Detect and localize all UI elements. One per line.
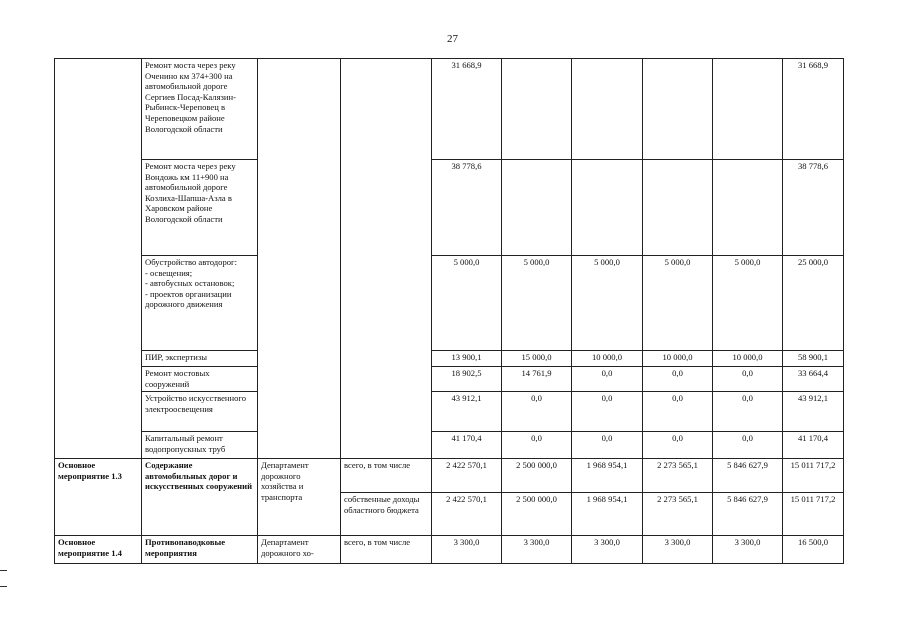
value-cell: 31 668,9 — [432, 59, 502, 160]
value-cell: 0,0 — [502, 392, 572, 432]
value-cell: 43 912,1 — [783, 392, 844, 432]
value-cell: 18 902,5 — [432, 367, 502, 392]
value-cell — [713, 160, 783, 256]
value-cell: 15 000,0 — [502, 351, 572, 367]
table-row — [55, 536, 844, 564]
value-cell: 3 300,0 — [432, 536, 502, 564]
value-cell: 2 422 570,1 — [432, 493, 502, 536]
value-cell: 41 170,4 — [432, 432, 502, 459]
item-name: Ремонт мостовых сооружений — [142, 367, 258, 392]
value-cell: 5 846 627,9 — [713, 459, 783, 493]
measure-executor: Департамент дорожного хо- — [258, 536, 341, 564]
item-name: Обустройство автодорог: - освещения; - автобусных остановок; - проектов организации дорожного движения — [142, 256, 258, 351]
value-cell: 5 000,0 — [432, 256, 502, 351]
value-cell — [502, 59, 572, 160]
value-cell: 0,0 — [713, 432, 783, 459]
item-name: Устройство искусственного электроосвещения — [142, 392, 258, 432]
value-cell: 2 273 565,1 — [643, 493, 713, 536]
empty-cell — [341, 59, 432, 459]
table-row — [55, 392, 844, 432]
value-cell: 0,0 — [643, 367, 713, 392]
measure-name: Содержание автомобильных дорог и искусственных сооружений — [142, 459, 258, 536]
value-cell: 58 900,1 — [783, 351, 844, 367]
funding-source: всего, в том числе — [341, 536, 432, 564]
item-name: Ремонт моста через реку Вондожь км 11+900 на автомобильной дороге Козлиха-Шапша-Азла в Харовском районе Вологодской области — [142, 160, 258, 256]
margin-mark — [0, 586, 7, 587]
value-cell: 5 000,0 — [713, 256, 783, 351]
value-cell: 3 300,0 — [502, 536, 572, 564]
value-cell: 5 000,0 — [643, 256, 713, 351]
measure-name: Противопаводковые мероприятия — [142, 536, 258, 564]
value-cell: 14 761,9 — [502, 367, 572, 392]
item-name: Ремонт моста через реку Оченино км 374+300 на автомобильной дороге Сергиев Посад-Калязин-Рыбинск-Череповец в Череповецком районе Вологодской области — [142, 59, 258, 160]
margin-mark — [0, 570, 7, 571]
value-cell: 0,0 — [572, 392, 643, 432]
table-row — [55, 256, 844, 351]
value-cell: 5 000,0 — [502, 256, 572, 351]
value-cell: 38 778,6 — [783, 160, 844, 256]
table-row — [55, 160, 844, 256]
funding-source: собственные доходы областного бюджета — [341, 493, 432, 536]
value-cell: 3 300,0 — [572, 536, 643, 564]
value-cell: 3 300,0 — [713, 536, 783, 564]
value-cell: 3 300,0 — [643, 536, 713, 564]
budget-table — [54, 58, 844, 564]
value-cell: 0,0 — [572, 367, 643, 392]
measure-executor: Департамент дорожного хозяйства и транспорта — [258, 459, 341, 536]
item-name: Капитальный ремонт водопропускных труб — [142, 432, 258, 459]
value-cell: 0,0 — [713, 367, 783, 392]
measure-label: Основное мероприятие 1.3 — [55, 459, 142, 536]
value-cell — [713, 59, 783, 160]
value-cell: 0,0 — [572, 432, 643, 459]
item-name: ПИР, экспертизы — [142, 351, 258, 367]
value-cell: 2 273 565,1 — [643, 459, 713, 493]
value-cell: 0,0 — [643, 432, 713, 459]
value-cell — [643, 160, 713, 256]
table-row — [55, 59, 844, 160]
value-cell: 31 668,9 — [783, 59, 844, 160]
value-cell: 38 778,6 — [432, 160, 502, 256]
value-cell: 13 900,1 — [432, 351, 502, 367]
value-cell: 2 500 000,0 — [502, 459, 572, 493]
value-cell: 43 912,1 — [432, 392, 502, 432]
value-cell: 2 500 000,0 — [502, 493, 572, 536]
table-row — [55, 351, 844, 367]
value-cell — [572, 59, 643, 160]
measure-label: Основное мероприятие 1.4 — [55, 536, 142, 564]
value-cell — [502, 160, 572, 256]
value-cell: 5 846 627,9 — [713, 493, 783, 536]
value-cell: 0,0 — [713, 392, 783, 432]
value-cell — [572, 160, 643, 256]
value-cell: 10 000,0 — [713, 351, 783, 367]
table-row — [55, 459, 844, 493]
value-cell: 0,0 — [502, 432, 572, 459]
table-row — [55, 367, 844, 392]
value-cell: 15 011 717,2 — [783, 493, 844, 536]
value-cell: 5 000,0 — [572, 256, 643, 351]
value-cell: 1 968 954,1 — [572, 493, 643, 536]
value-cell: 10 000,0 — [643, 351, 713, 367]
value-cell: 10 000,0 — [572, 351, 643, 367]
value-cell: 33 664,4 — [783, 367, 844, 392]
value-cell: 0,0 — [643, 392, 713, 432]
value-cell: 16 500,0 — [783, 536, 844, 564]
value-cell: 2 422 570,1 — [432, 459, 502, 493]
table-row — [55, 432, 844, 459]
value-cell: 41 170,4 — [783, 432, 844, 459]
value-cell: 1 968 954,1 — [572, 459, 643, 493]
value-cell: 15 011 717,2 — [783, 459, 844, 493]
empty-cell — [55, 59, 142, 459]
page-number: 27 — [447, 33, 458, 45]
funding-source: всего, в том числе — [341, 459, 432, 493]
value-cell: 25 000,0 — [783, 256, 844, 351]
value-cell — [643, 59, 713, 160]
empty-cell — [258, 59, 341, 459]
